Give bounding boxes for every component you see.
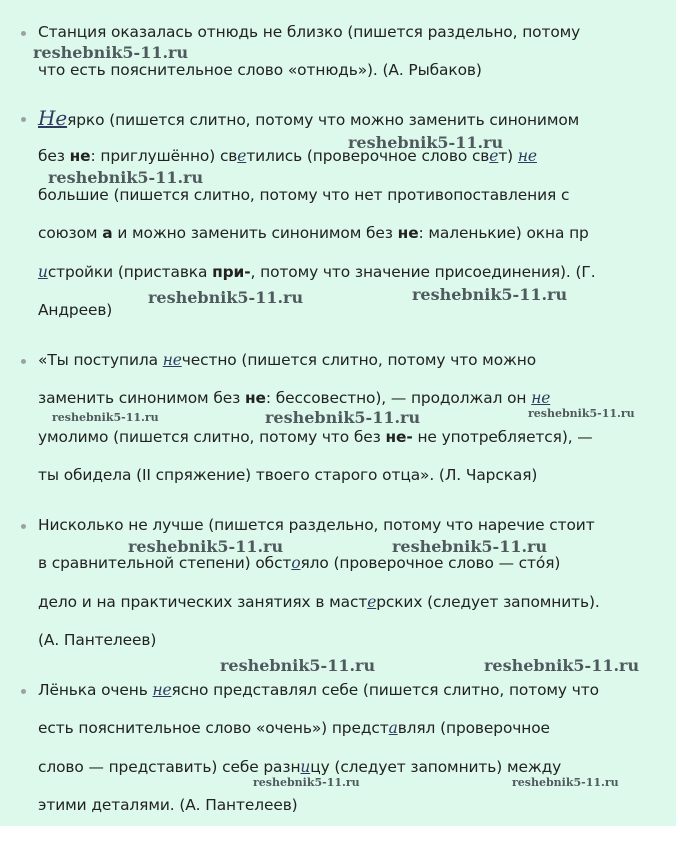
watermark: reshebnik5-11.ru bbox=[33, 43, 189, 62]
watermark: reshebnik5-11.ru bbox=[392, 537, 548, 556]
watermark: reshebnik5-11.ru bbox=[52, 411, 159, 424]
text-line bbox=[38, 427, 593, 447]
bold-text: не bbox=[69, 147, 91, 165]
bold-text: не bbox=[244, 389, 266, 407]
text-segment: большие (пишется слитно, потому что нет противопоставления с bbox=[38, 186, 570, 204]
bold-text: не- bbox=[385, 428, 413, 446]
watermark: reshebnik5-11.ru bbox=[48, 168, 204, 187]
text-segment: ты обидела (II спряжение) твоего старого отца». (Л. Чарская) bbox=[38, 466, 538, 484]
highlighted-letters: не bbox=[517, 147, 537, 165]
highlighted-letters: а bbox=[388, 719, 398, 737]
text-line bbox=[38, 515, 595, 535]
text-segment: союзом bbox=[38, 224, 103, 242]
text-line bbox=[38, 262, 596, 282]
text-segment: влял (проверочное bbox=[397, 719, 550, 737]
watermark: reshebnik5-11.ru bbox=[220, 656, 376, 675]
text-segment: не употребляется), — bbox=[412, 428, 593, 446]
text-line bbox=[38, 465, 537, 485]
text-line bbox=[38, 108, 579, 130]
watermark: reshebnik5-11.ru bbox=[484, 656, 640, 675]
watermark: reshebnik5-11.ru bbox=[128, 537, 284, 556]
text-line bbox=[38, 223, 589, 243]
bold-text: а bbox=[102, 224, 113, 242]
text-segment: Андреев) bbox=[38, 301, 113, 319]
text-segment: и можно заменить синонимом без bbox=[112, 224, 398, 242]
highlighted-letters: Не bbox=[38, 106, 68, 130]
watermark: reshebnik5-11.ru bbox=[253, 776, 360, 789]
highlighted-letters: и bbox=[38, 263, 48, 281]
text-segment: , потому что значение присоединения). (Г. bbox=[250, 263, 596, 281]
text-segment: Станция оказалась отнюдь не близко (пишется раздельно, потому bbox=[38, 23, 581, 41]
text-segment: этими деталями. (А. Пантелеев) bbox=[38, 796, 298, 814]
text-segment: слово — представить) себе разн bbox=[38, 758, 301, 776]
watermark: reshebnik5-11.ru bbox=[528, 407, 635, 420]
highlighted-letters: не bbox=[152, 681, 172, 699]
highlighted-letters: о bbox=[291, 554, 301, 572]
text-line bbox=[38, 757, 561, 777]
text-segment: есть пояснительное слово «очень») предст bbox=[38, 719, 389, 737]
bullet-icon bbox=[21, 31, 26, 36]
highlighted-letters: не bbox=[531, 389, 551, 407]
bullet-icon bbox=[21, 117, 26, 122]
text-line bbox=[38, 350, 536, 370]
bullet-icon bbox=[21, 524, 26, 529]
text-segment: Лёнька очень bbox=[38, 681, 153, 699]
bold-text: не bbox=[397, 224, 419, 242]
watermark: reshebnik5-11.ru bbox=[348, 133, 504, 152]
text-segment: «Ты поступила bbox=[38, 351, 163, 369]
text-segment: честно (пишется слитно, потому что можно bbox=[181, 351, 537, 369]
text-line bbox=[38, 630, 156, 650]
text-line bbox=[38, 388, 550, 408]
text-segment: в сравнительной степени) обст bbox=[38, 554, 292, 572]
text-segment: Нисколько не лучше (пишется раздельно, потому что наречие стоит bbox=[38, 516, 595, 534]
text-segment: (А. Пантелеев) bbox=[38, 631, 157, 649]
text-line bbox=[38, 60, 482, 80]
text-line bbox=[38, 680, 599, 700]
text-segment: рских (следует запомнить). bbox=[376, 593, 600, 611]
text-segment: тились (проверочное слово св bbox=[246, 147, 490, 165]
text-segment: стройки (приставка bbox=[47, 263, 213, 281]
highlighted-letters: е bbox=[367, 593, 377, 611]
bullet-icon bbox=[21, 359, 26, 364]
text-line bbox=[38, 718, 550, 738]
text-segment: ярко (пишется слитно, потому что можно заменить синонимом bbox=[67, 111, 580, 129]
text-segment: цу (следует запомнить) между bbox=[310, 758, 562, 776]
text-line bbox=[38, 553, 560, 573]
bold-text: при- bbox=[212, 263, 251, 281]
watermark: reshebnik5-11.ru bbox=[512, 776, 619, 789]
watermark: reshebnik5-11.ru bbox=[412, 285, 568, 304]
text-line bbox=[38, 795, 298, 815]
watermark: reshebnik5-11.ru bbox=[265, 408, 421, 427]
text-segment: заменить синонимом без bbox=[38, 389, 245, 407]
watermark: reshebnik5-11.ru bbox=[148, 288, 304, 307]
text-segment: ясно представлял себе (пишется слитно, потому что bbox=[171, 681, 599, 699]
text-segment: умолимо (пишется слитно, потому что без bbox=[38, 428, 386, 446]
text-segment: : приглушённо) св bbox=[90, 147, 238, 165]
text-line bbox=[38, 22, 580, 42]
text-line bbox=[38, 300, 112, 320]
text-segment: : бессовестно), — продолжал он bbox=[265, 389, 532, 407]
text-line bbox=[38, 185, 569, 205]
text-segment: что есть пояснительное слово «отнюдь»). (А. Рыбаков) bbox=[38, 61, 482, 79]
text-line bbox=[38, 592, 600, 612]
text-segment: : маленькие) окна пр bbox=[418, 224, 589, 242]
text-segment: дело и на практических занятиях в маст bbox=[38, 593, 368, 611]
highlighted-letters: и bbox=[300, 758, 311, 776]
highlighted-letters: е bbox=[489, 147, 499, 165]
text-segment: без bbox=[38, 147, 70, 165]
highlighted-letters: е bbox=[237, 147, 247, 165]
highlighted-letters: не bbox=[162, 351, 182, 369]
text-segment: яло (проверочное слово — стóя) bbox=[300, 554, 561, 572]
bullet-icon bbox=[21, 689, 26, 694]
text-segment: т) bbox=[498, 147, 518, 165]
